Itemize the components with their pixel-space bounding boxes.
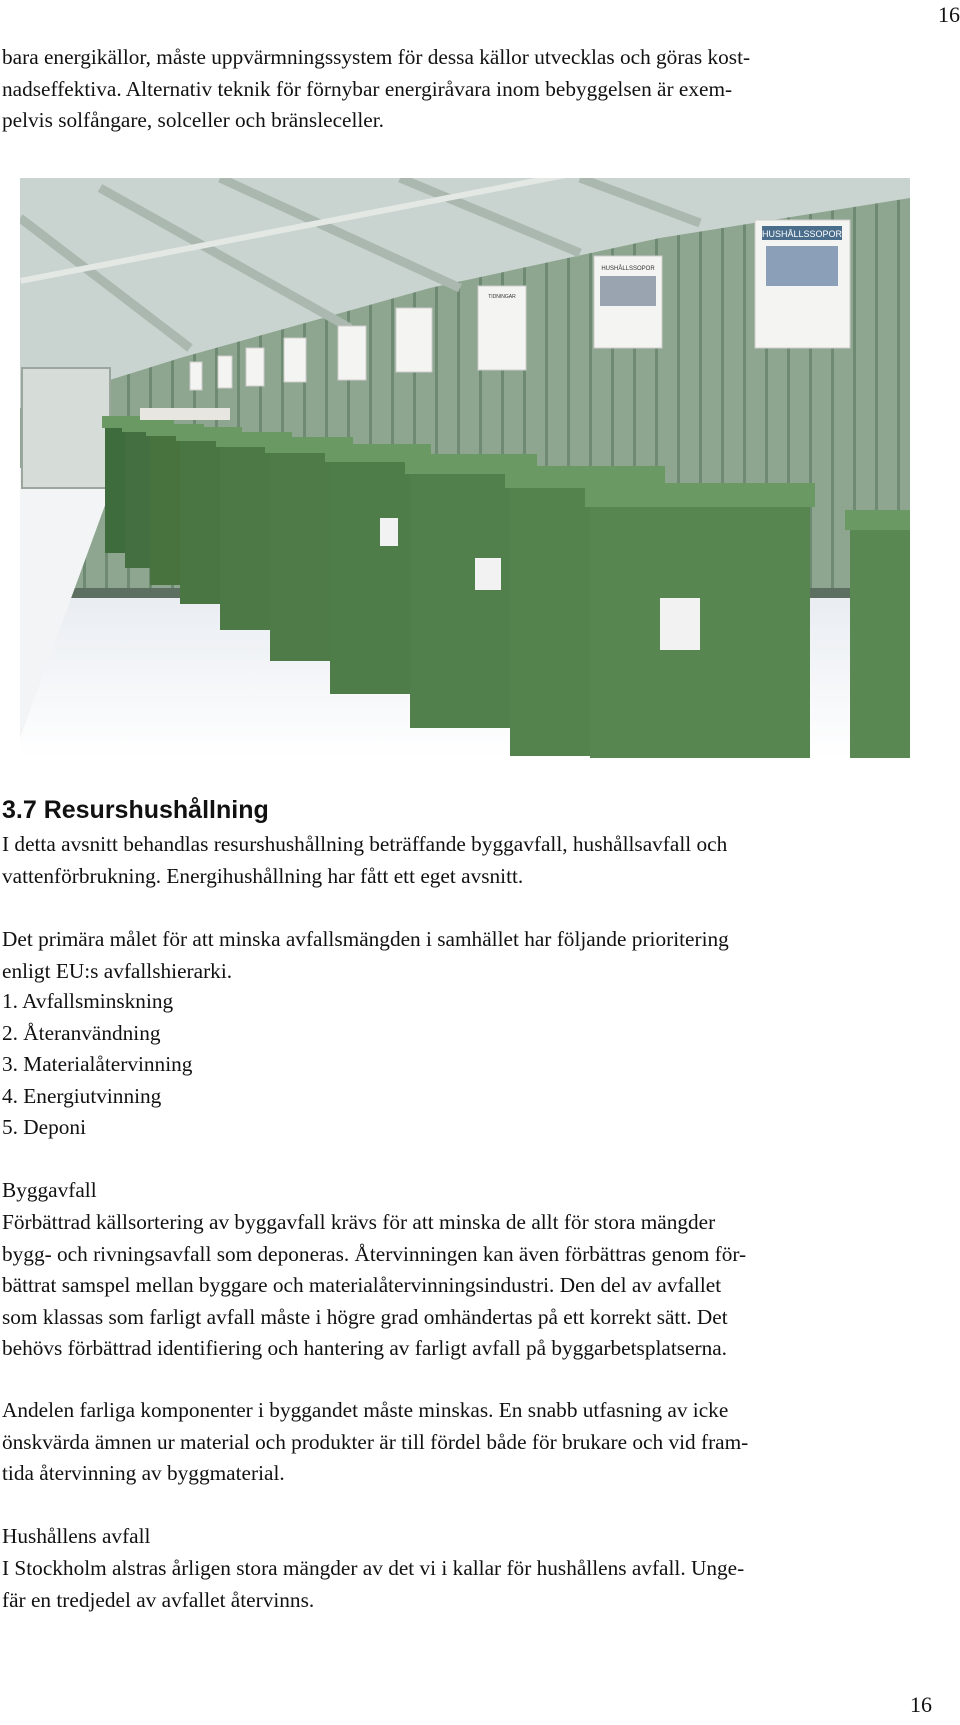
section-heading: 3.7 Resurshushållning bbox=[2, 796, 269, 824]
text-line: bara energikällor, måste uppvärmningssystem för dessa källor utvecklas och göras kost- bbox=[2, 45, 751, 69]
list-item: 4. Energiutvinning bbox=[2, 1083, 162, 1108]
list-item: 2. Återanvändning bbox=[2, 1020, 161, 1045]
list-item: 1. Avfallsminskning bbox=[2, 989, 174, 1013]
text-line: Det primära målet för att minska avfallsmängden i samhället har följande prioritering bbox=[2, 927, 729, 951]
list-item: 5. Deponi bbox=[2, 1115, 86, 1139]
text-line: pelvis solfångare, solceller och bränsleceller. bbox=[2, 108, 385, 132]
text-line: behövs förbättrad identifiering och hantering av farligt avfall på byggarbetsplatserna. bbox=[2, 1336, 728, 1360]
text-line: önskvärda ämnen ur material och produkter är till fördel både för brukare och vid fram- bbox=[2, 1429, 749, 1454]
list-item: 3. Materialåtervinning bbox=[2, 1052, 193, 1076]
text-line: vattenförbrukning. Energihushållning har fått ett eget avsnitt. bbox=[2, 863, 524, 888]
text-line: Förbättrad källsortering av byggavfall krävs för att minska de allt för stora mängder bbox=[2, 1210, 716, 1234]
aim-paragraph bbox=[2, 924, 942, 987]
hushall-paragraph bbox=[2, 1553, 942, 1616]
text-line: enligt EU:s avfallshierarki. bbox=[2, 958, 233, 983]
text-line: Andelen farliga komponenter i byggandet måste minskas. En snabb utfasning av icke bbox=[2, 1398, 729, 1422]
text-line: som klassas som farligt avfall måste i högre grad omhändertas på ett korrekt sätt. Det bbox=[2, 1304, 728, 1329]
text-line: bygg- och rivningsavfall som deponeras. Återvinningen kan även förbättras genom för- bbox=[2, 1241, 747, 1266]
hushall-subheading: Hushållens avfall bbox=[2, 1524, 151, 1548]
byggavfall-subheading: Byggavfall bbox=[2, 1178, 97, 1202]
text-line: I Stockholm alstras årligen stora mängder av det vi i kallar för hushållens avfall. Unge- bbox=[2, 1556, 745, 1580]
text-line: tida återvinning av byggmaterial. bbox=[2, 1461, 285, 1485]
poster-label-small: TIDNINGAR bbox=[488, 294, 516, 300]
text-line: fär en tredjedel av avfallet återvinns. bbox=[2, 1587, 315, 1612]
page-number-top: 16 bbox=[938, 2, 960, 27]
text-line: nadseffektiva. Alternativ teknik för förnybar energiråvara inom bebyggelsen är exem- bbox=[2, 76, 733, 101]
page-number-bottom: 16 bbox=[910, 1692, 932, 1717]
photo-illustration bbox=[20, 178, 910, 758]
poster-label-large: HUSHÅLLSSOPOR bbox=[761, 229, 843, 239]
section-intro-paragraph bbox=[2, 829, 942, 892]
intro-paragraph bbox=[2, 42, 937, 137]
text-line: bättrat samspel mellan byggare och materialåtervinningsindustri. Den del av avfallet bbox=[2, 1273, 722, 1297]
recycling-bins-photo bbox=[20, 178, 910, 758]
text-line: I detta avsnitt behandlas resurshushållning beträffande byggavfall, hushållsavfall och bbox=[2, 832, 728, 856]
priority-list bbox=[2, 986, 942, 1144]
byggavfall-paragraph bbox=[2, 1207, 942, 1365]
poster-label-medium: HUSHÅLLSSOPOR bbox=[601, 266, 655, 272]
farliga-komponenter-paragraph bbox=[2, 1395, 942, 1490]
